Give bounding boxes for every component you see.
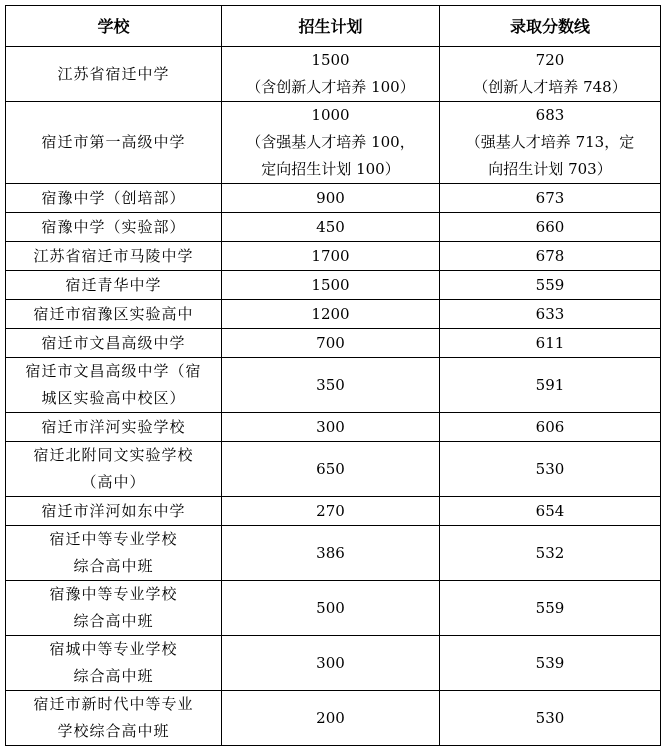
school-cell [6,300,222,329]
school-cell-line: 综合高中班 [73,667,154,685]
score-cell [440,358,661,413]
score-cell [440,413,661,442]
plan-cell [222,442,440,497]
score-cell [440,526,661,581]
score-cell [440,242,661,271]
score-cell [440,691,661,746]
school-cell-line: 宿迁北附同文实验学校 [33,446,194,464]
score-cell [440,102,661,184]
school-cell-line: 宿迁青华中学 [65,275,162,294]
score-cell-line: 559 [535,275,565,294]
table-row [6,497,661,526]
plan-cell-line: （含创新人才培养 100） [246,78,415,96]
school-cell-line: 宿迁中等专业学校 [49,530,178,548]
header-row [6,6,661,47]
header-plan: 招生计划 [222,6,440,47]
plan-cell-line: 300 [316,417,345,436]
school-cell [6,581,222,636]
score-cell-line: （创新人才培养 748） [473,78,627,96]
plan-cell [222,300,440,329]
score-cell-line: 532 [535,543,565,562]
plan-cell-line: 270 [316,501,345,520]
plan-cell [222,102,440,184]
table-row [6,581,661,636]
table-row [6,184,661,213]
admission-table [5,5,661,746]
plan-cell-line: 900 [316,188,345,207]
score-cell-line: 606 [535,417,565,436]
score-cell-line: 720 [535,51,565,69]
school-cell-line: 宿豫中学（实验部） [41,217,186,236]
table-row [6,271,661,300]
plan-cell-line: 350 [316,375,345,394]
plan-cell [222,329,440,358]
school-cell-line: 江苏省宿迁中学 [57,64,170,83]
table-row [6,442,661,497]
school-cell [6,442,222,497]
plan-cell [222,691,440,746]
score-cell [440,213,661,242]
plan-cell [222,636,440,691]
score-cell-line: 611 [535,333,565,352]
school-cell [6,497,222,526]
school-cell [6,213,222,242]
table-row [6,213,661,242]
plan-cell [222,358,440,413]
school-cell-line: 宿迁市宿豫区实验高中 [33,304,194,323]
school-cell [6,329,222,358]
plan-cell-line: 500 [316,598,345,617]
score-cell [440,442,661,497]
score-cell-line: 530 [535,708,565,727]
plan-cell-line: 300 [316,653,345,672]
school-cell [6,526,222,581]
school-cell [6,636,222,691]
score-cell [440,184,661,213]
plan-cell-line: 1500 [311,51,350,69]
score-cell-line: （强基人才培养 713，定 [465,133,635,151]
plan-cell [222,47,440,102]
table-row [6,413,661,442]
school-cell [6,271,222,300]
score-cell [440,581,661,636]
school-cell-line: 宿迁市新时代中等专业 [33,695,194,713]
school-cell-line: 综合高中班 [73,557,154,575]
score-cell [440,497,661,526]
school-cell-line: 宿迁市第一高级中学 [41,133,186,151]
plan-cell [222,581,440,636]
table-row [6,102,661,184]
school-cell [6,102,222,184]
school-cell-line: 宿迁市洋河如东中学 [41,501,186,520]
score-cell-line: 654 [535,501,565,520]
plan-cell-line: 1500 [311,275,350,294]
plan-cell-line: 386 [316,543,345,562]
plan-cell [222,497,440,526]
plan-cell [222,271,440,300]
school-cell-line: 综合高中班 [73,612,154,630]
table-row [6,358,661,413]
plan-cell-line: 700 [316,333,345,352]
plan-cell [222,242,440,271]
plan-cell-line: 450 [316,217,345,236]
plan-cell-line: 650 [316,459,345,478]
school-cell-line: （高中） [81,473,146,491]
school-cell-line: 宿豫中学（创培部） [41,188,186,207]
table-row [6,47,661,102]
school-cell-line: 学校综合高中班 [57,722,170,740]
school-cell-line: 宿迁市文昌高级中学（宿 [25,362,202,380]
plan-cell-line: （含强基人才培养 100， [246,133,415,151]
school-cell-line: 宿豫中等专业学校 [49,585,178,603]
score-cell-line: 633 [535,304,565,323]
header-school: 学校 [6,6,222,47]
plan-cell [222,184,440,213]
school-cell [6,242,222,271]
score-cell [440,271,661,300]
plan-cell [222,526,440,581]
plan-cell-line: 1000 [311,106,350,124]
school-cell [6,413,222,442]
plan-cell [222,413,440,442]
plan-cell-line: 1200 [311,304,350,323]
school-cell-line: 宿迁市洋河实验学校 [41,417,186,436]
table-row [6,636,661,691]
score-cell-line: 559 [535,598,565,617]
table-row [6,242,661,271]
score-cell [440,47,661,102]
header-score: 录取分数线 [440,6,661,47]
school-cell-line: 宿城中等专业学校 [49,640,178,658]
school-cell [6,691,222,746]
plan-cell-line: 定向招生计划 100） [261,160,400,178]
score-cell-line: 591 [535,375,565,394]
score-cell-line: 678 [535,246,565,265]
school-cell-line: 江苏省宿迁市马陵中学 [33,246,194,265]
score-cell [440,636,661,691]
school-cell [6,47,222,102]
score-cell [440,300,661,329]
plan-cell-line: 1700 [311,246,350,265]
score-cell-line: 530 [535,459,565,478]
school-cell [6,358,222,413]
table-body [6,47,661,746]
score-cell-line: 向招生计划 703） [488,160,612,178]
table-row [6,526,661,581]
score-cell-line: 683 [535,106,565,124]
score-cell [440,329,661,358]
school-cell-line: 城区实验高中校区） [41,389,186,407]
score-cell-line: 539 [535,653,565,672]
table-row [6,300,661,329]
score-cell-line: 660 [535,217,565,236]
table-row [6,329,661,358]
score-cell-line: 673 [535,188,565,207]
school-cell [6,184,222,213]
plan-cell-line: 200 [316,708,345,727]
table-row [6,691,661,746]
school-cell-line: 宿迁市文昌高级中学 [41,333,186,352]
plan-cell [222,213,440,242]
